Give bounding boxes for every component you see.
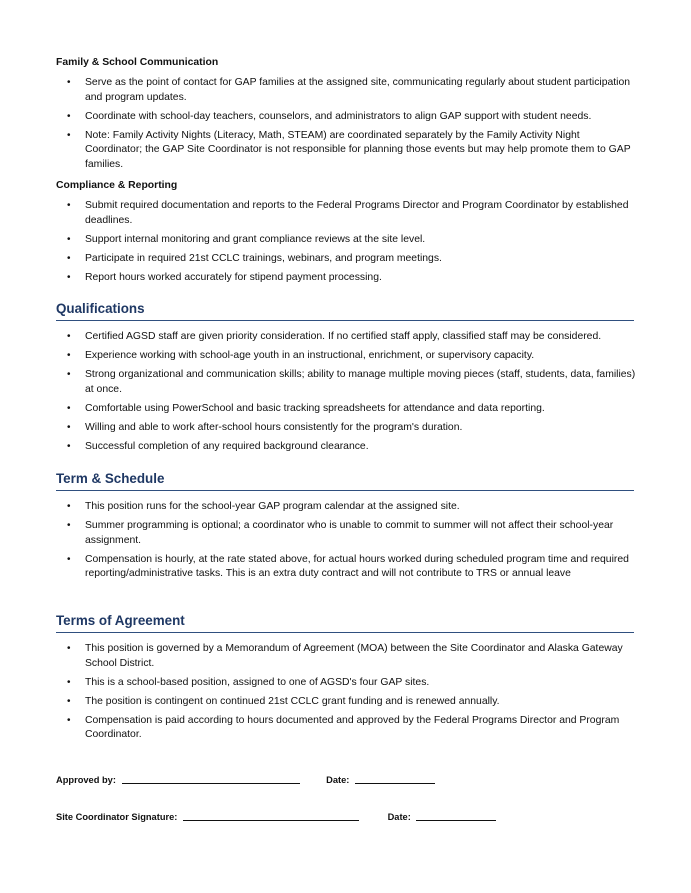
site-coordinator-signature-blank[interactable] [183, 810, 359, 821]
bullet-icon: • [67, 421, 71, 433]
bullet-icon: • [67, 350, 71, 361]
term-schedule-list [56, 500, 636, 586]
list-item: • Experience working with school-age youth in an instructional, enrichment, or supervisory capacity. [56, 349, 636, 364]
bullet-icon: • [67, 233, 71, 245]
list-item: • This position is governed by a Memorandum of Agreement (MOA) between the Site Coordinator and Alaska Gateway School District. [67, 643, 623, 669]
approval-date-blank[interactable] [355, 773, 435, 784]
family-communication-subheading: Family & School Communication [56, 57, 219, 68]
list-item: • Willing and able to work after-school hours consistently for the program's duration. [56, 421, 636, 436]
bullet-icon: • [67, 695, 71, 707]
list-item: • The position is contingent on continued 21st CCLC grant funding and is renewed annually. [56, 695, 636, 710]
site-coordinator-date-blank[interactable] [416, 810, 496, 821]
site-coordinator-signature-label: Site Coordinator Signature: [56, 812, 178, 822]
qualifications-list [56, 330, 636, 459]
list-item: • Strong organizational and communication skills; ability to manage multiple moving pieces (staff, students, data, families) at once. [67, 369, 636, 395]
list-item: • This is a school-based position, assigned to one of AGSD's four GAP sites. [56, 676, 636, 691]
bullet-icon: • [67, 501, 71, 512]
family-communication-list [56, 76, 636, 177]
bullet-icon: • [67, 643, 71, 654]
site-coordinator-signature-line [56, 810, 496, 822]
list-item: • Support internal monitoring and grant compliance reviews at the site level. [56, 233, 636, 248]
terms-of-agreement-list [56, 642, 636, 747]
bullet-icon: • [67, 129, 71, 141]
bullet-icon: • [67, 676, 71, 688]
approval-date-label: Date: [326, 775, 350, 785]
list-item: • Serve as the point of contact for GAP families at the assigned site, communicating regularly about student participation and program updates. [67, 77, 631, 103]
list-item: • Submit required documentation and reports to the Federal Programs Director and Program Coordinator by established deadlines. [67, 200, 629, 226]
list-item: • Compensation is paid according to hours documented and approved by the Federal Programs Director and Program Coordinator. [67, 714, 620, 740]
list-item: • Summer programming is optional; a coordinator who is unable to commit to summer will not affect their school-year assignment. [67, 520, 614, 546]
bullet-icon: • [67, 331, 71, 342]
bullet-icon: • [67, 77, 71, 88]
bullet-icon: • [67, 553, 71, 565]
list-item: • Participate in required 21st CCLC trainings, webinars, and program meetings. [56, 252, 636, 267]
qualifications-heading: Qualifications [56, 300, 634, 321]
bullet-icon: • [67, 440, 71, 452]
bullet-icon: • [67, 252, 71, 264]
site-coordinator-date-label: Date: [387, 812, 411, 822]
approved-by-label: Approved by: [56, 775, 116, 785]
term-schedule-heading: Term & Schedule [56, 470, 634, 491]
bullet-icon: • [67, 110, 71, 122]
bullet-icon: • [67, 714, 71, 726]
bullet-icon: • [67, 520, 71, 531]
list-item: • Successful completion of any required background clearance. [56, 440, 636, 455]
list-item: • Report hours worked accurately for stipend payment processing. [56, 271, 636, 286]
terms-of-agreement-heading: Terms of Agreement [56, 612, 634, 633]
bullet-icon: • [67, 271, 71, 283]
list-item: • Compensation is hourly, at the rate stated above, for actual hours worked during scheduled program time and required reporting/administrative tasks. This is an extra duty contract and will not contribute to TRS or annual leave [67, 553, 629, 579]
compliance-reporting-subheading: Compliance & Reporting [56, 180, 178, 191]
list-item: • Coordinate with school-day teachers, counselors, and administrators to align GAP support with student needs. [56, 110, 636, 125]
list-item: • Certified AGSD staff are given priority consideration. If no certified staff apply, classified staff may be considered. [56, 330, 636, 345]
bullet-icon: • [67, 369, 71, 380]
list-item: • Note: Family Activity Nights (Literacy, Math, STEAM) are coordinated separately by the Family Activity Night Coordinator; the GAP Site Coordinator is not responsible for planning those events but may help promote them to GAP families. [67, 129, 631, 170]
bullet-icon: • [67, 200, 71, 211]
approval-signature-line [56, 773, 435, 785]
list-item: • Comfortable using PowerSchool and basic tracking spreadsheets for attendance and data reporting. [56, 402, 636, 417]
compliance-reporting-list [56, 199, 636, 290]
list-item: • This position runs for the school-year GAP program calendar at the assigned site. [56, 500, 636, 515]
bullet-icon: • [67, 402, 71, 414]
approved-by-blank[interactable] [122, 773, 300, 784]
